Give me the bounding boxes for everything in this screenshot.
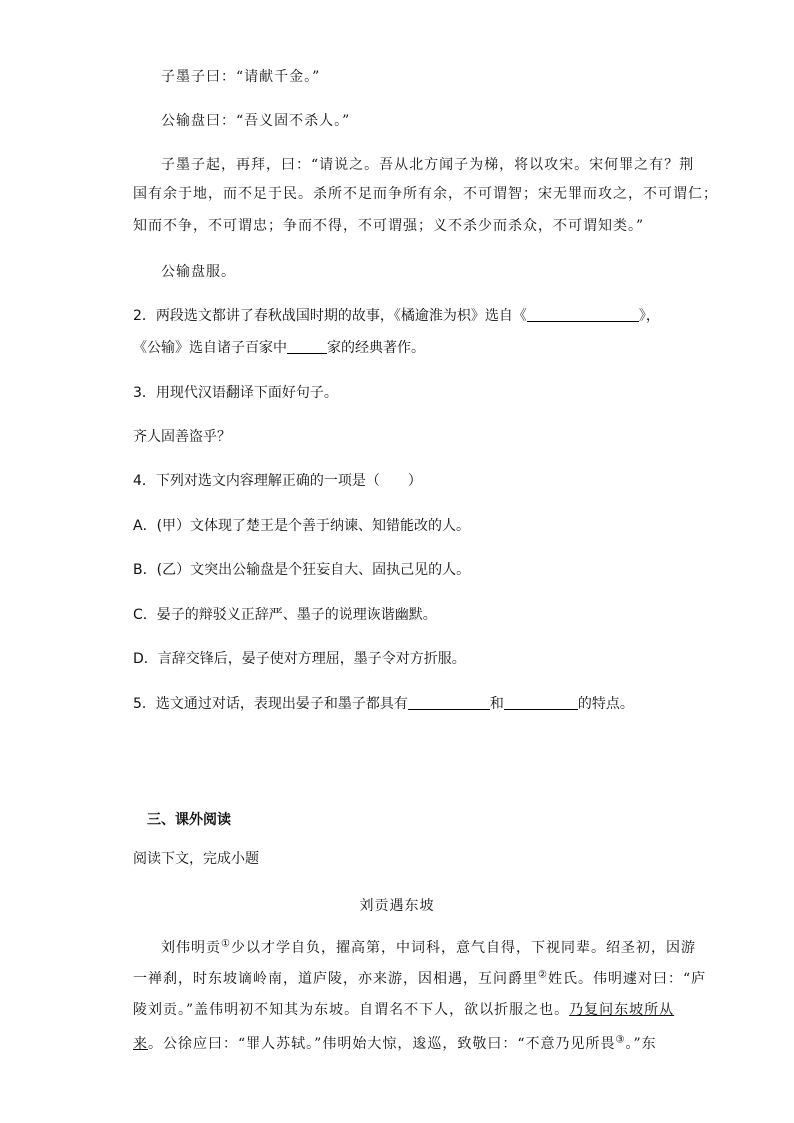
footnote-marker[interactable]: ③ bbox=[615, 1034, 626, 1046]
question-3: 3．用现代汉语翻译下面好句子。 bbox=[133, 385, 338, 401]
passage-line: 知而不争，不可谓忠；争而不得，不可谓强；义不杀少而杀众，不可谓知类。” bbox=[133, 218, 645, 234]
answer-blank[interactable] bbox=[287, 339, 327, 354]
article-line: 陵刘贡。”盖伟明初不知其为东坡。自谓名不下人，欲以折服之也。乃复问东坡所从 bbox=[133, 1002, 675, 1018]
section-instruction: 阅读下文，完成小题 bbox=[133, 851, 259, 867]
option-d[interactable]: D．言辞交锋后，晏子使对方理屈，墨子令对方折服。 bbox=[133, 651, 466, 667]
section-heading: 三、课外阅读 bbox=[147, 812, 231, 828]
underlined-sentence: 乃复问东坡所从 bbox=[569, 1002, 675, 1018]
passage-line: 公输盘曰：“吾义固不杀人。” bbox=[161, 113, 351, 129]
question-4: 4．下列对选文内容理解正确的一项是（ ） bbox=[133, 473, 422, 489]
passage-line: 国有余于地，而不足于民。杀所不足而争所有余，不可谓智；宋无罪而攻之，不可谓仁； bbox=[133, 186, 718, 202]
question-5: 5．选文通过对话，表现出晏子和墨子都具有 和 的特点。 bbox=[133, 696, 634, 712]
answer-blank[interactable] bbox=[504, 695, 578, 710]
passage-line: 子墨子起，再拜，曰：“请说之。吾从北方闻子为梯，将以攻宋。宋何罪之有？荆 bbox=[161, 157, 695, 173]
article-line: 一禅刹，时东坡谪岭南，道庐陵，亦来游，因相遇，互问爵里②姓氏。伟明遽对曰：“庐 bbox=[133, 969, 707, 987]
article-line: 刘伟明贡①少以才学自负，擢高第，中词科，意气自得，下视同辈。绍圣初，因游 bbox=[161, 938, 696, 956]
article-line: 来。公徐应曰：“罪人苏轼。”伟明始大惊，逡巡，致敬曰：“不意乃见所畏③。”东 bbox=[133, 1034, 657, 1052]
footnote-marker[interactable]: ② bbox=[538, 969, 548, 981]
answer-blank[interactable] bbox=[527, 307, 639, 322]
article-title: 刘贡遇东坡 bbox=[359, 898, 435, 914]
passage-line: 公输盘服。 bbox=[161, 264, 236, 280]
underlined-sentence: 来 bbox=[133, 1036, 148, 1052]
answer-blank[interactable] bbox=[408, 695, 490, 710]
option-c[interactable]: C．晏子的辩驳义正辞严、墨子的说理诙谐幽默。 bbox=[133, 607, 437, 623]
footnote-marker[interactable]: ① bbox=[221, 938, 231, 950]
option-b[interactable]: B．(乙）文突出公输盘是个狂妄自大、固执己见的人。 bbox=[133, 562, 471, 578]
question-2-line-2: 《公输》选自诸子百家中 家的经典著作。 bbox=[133, 340, 425, 356]
question-3-sentence: 齐人固善盗乎？ bbox=[133, 429, 231, 445]
option-a[interactable]: A．(甲）文体现了楚王是个善于纳谏、知错能改的人。 bbox=[133, 518, 471, 534]
question-2-line-1: 2．两段选文都讲了春秋战国时期的故事，《橘逾淮为枳》选自《 》， bbox=[133, 308, 660, 324]
passage-line: 子墨子曰：“请献千金。” bbox=[161, 69, 321, 85]
